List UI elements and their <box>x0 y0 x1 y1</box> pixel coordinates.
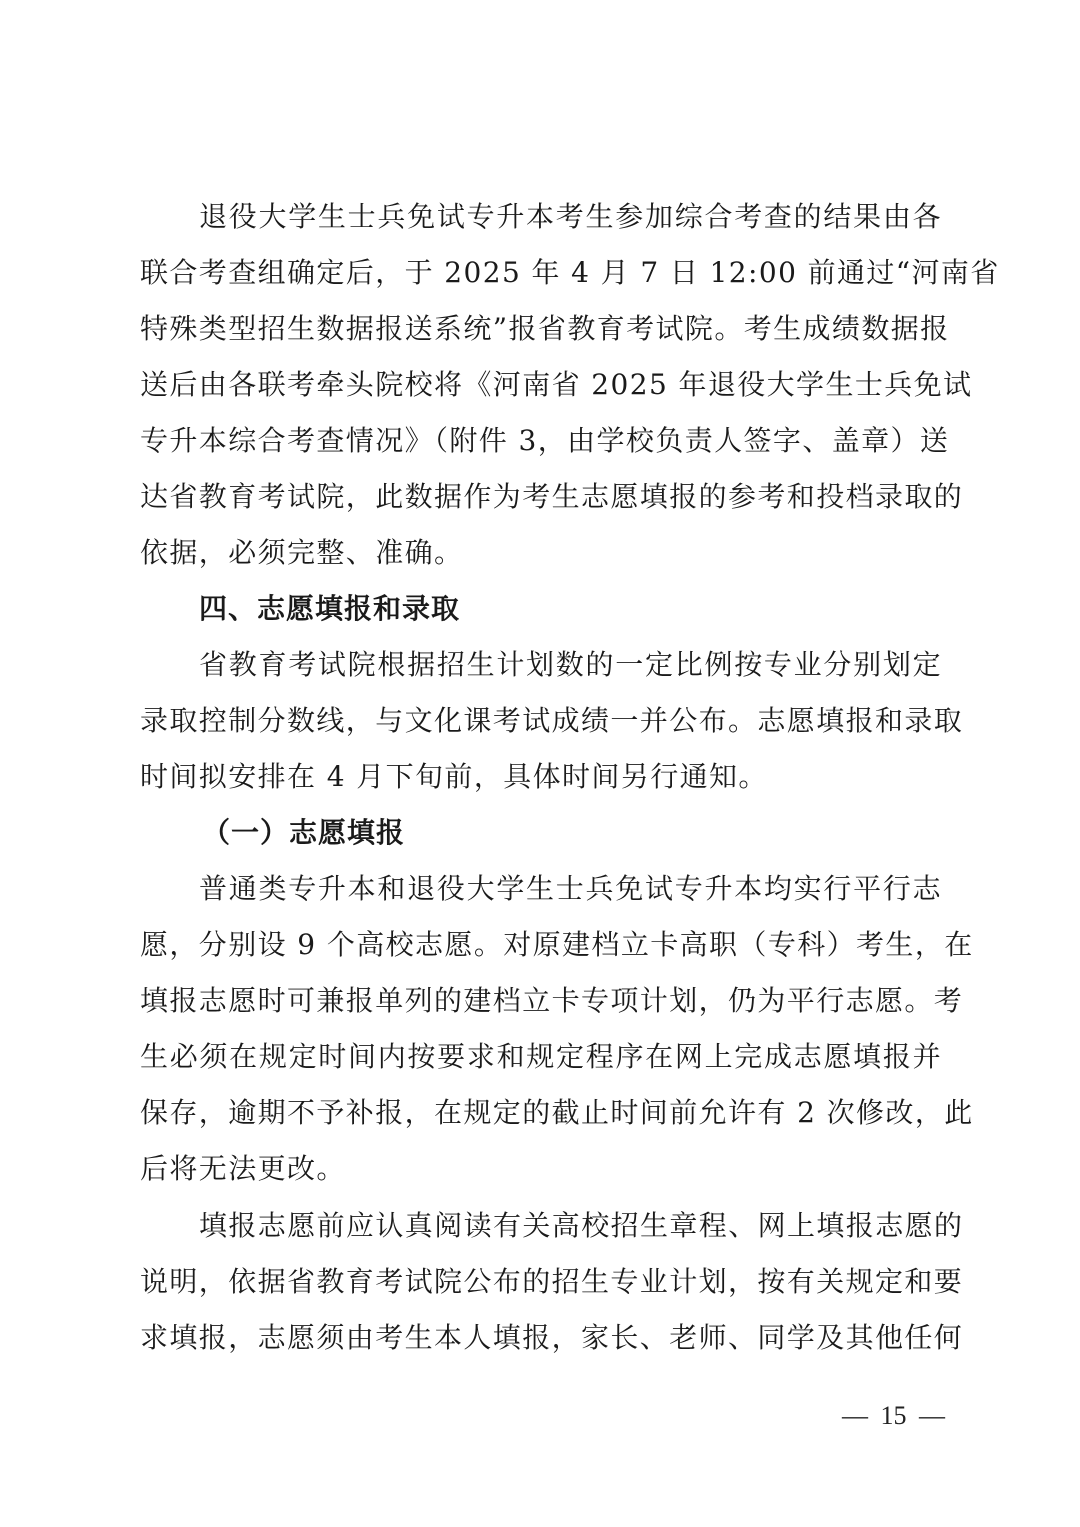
paragraph-3-line-2: 愿，分别设 9 个高校志愿。对原建档立卡高职（专科）考生，在 <box>140 928 974 961</box>
paragraph-1-line-7: 依据，必须完整、准确。 <box>140 536 464 569</box>
paragraph-1-line-5: 专升本综合考查情况》（附件 3，由学校负责人签字、盖章）送 <box>140 424 950 457</box>
paragraph-4-line-2: 说明，依据省教育考试院公布的招生专业计划，按有关规定和要 <box>140 1265 964 1298</box>
paragraph-3-line-1: 普通类专升本和退役大学生士兵免试专升本均实行平行志 <box>199 872 942 905</box>
subsection-heading: （一）志愿填报 <box>202 816 406 849</box>
paragraph-1-line-3: 特殊类型招生数据报送系统”报省教育考试院。考生成绩数据报 <box>140 312 950 345</box>
paragraph-2-line-2: 录取控制分数线，与文化课考试成绩一并公布。志愿填报和录取 <box>140 704 964 737</box>
paragraph-3-line-5: 保存，逾期不予补报，在规定的截止时间前允许有 2 次修改，此 <box>140 1096 974 1129</box>
paragraph-1-line-4: 送后由各联考牵头院校将《河南省 2025 年退役大学生士兵免试 <box>140 368 973 401</box>
section-heading: 四、志愿填报和录取 <box>199 592 461 625</box>
page-number: — 15 — <box>842 1401 945 1430</box>
paragraph-4-line-3: 求填报，志愿须由考生本人填报，家长、老师、同学及其他任何 <box>140 1321 964 1354</box>
paragraph-2-line-1: 省教育考试院根据招生计划数的一定比例按专业分别划定 <box>199 648 942 681</box>
paragraph-1-line-1: 退役大学生士兵免试专升本考生参加综合考查的结果由各 <box>199 200 942 233</box>
paragraph-1-line-2: 联合考查组确定后，于 2025 年 4 月 7 日 12:00 前通过“河南省 <box>140 256 1000 289</box>
paragraph-4-line-1: 填报志愿前应认真阅读有关高校招生章程、网上填报志愿的 <box>199 1209 964 1242</box>
paragraph-3-line-3: 填报志愿时可兼报单列的建档立卡专项计划，仍为平行志愿。考 <box>140 984 964 1017</box>
paragraph-2-line-3: 时间拟安排在 4 月下旬前，具体时间另行通知。 <box>140 760 768 793</box>
paragraph-3-line-4: 生必须在规定时间内按要求和规定程序在网上完成志愿填报并 <box>140 1040 942 1073</box>
paragraph-3-line-6: 后将无法更改。 <box>140 1152 346 1185</box>
paragraph-1-line-6: 达省教育考试院，此数据作为考生志愿填报的参考和投档录取的 <box>140 480 964 513</box>
